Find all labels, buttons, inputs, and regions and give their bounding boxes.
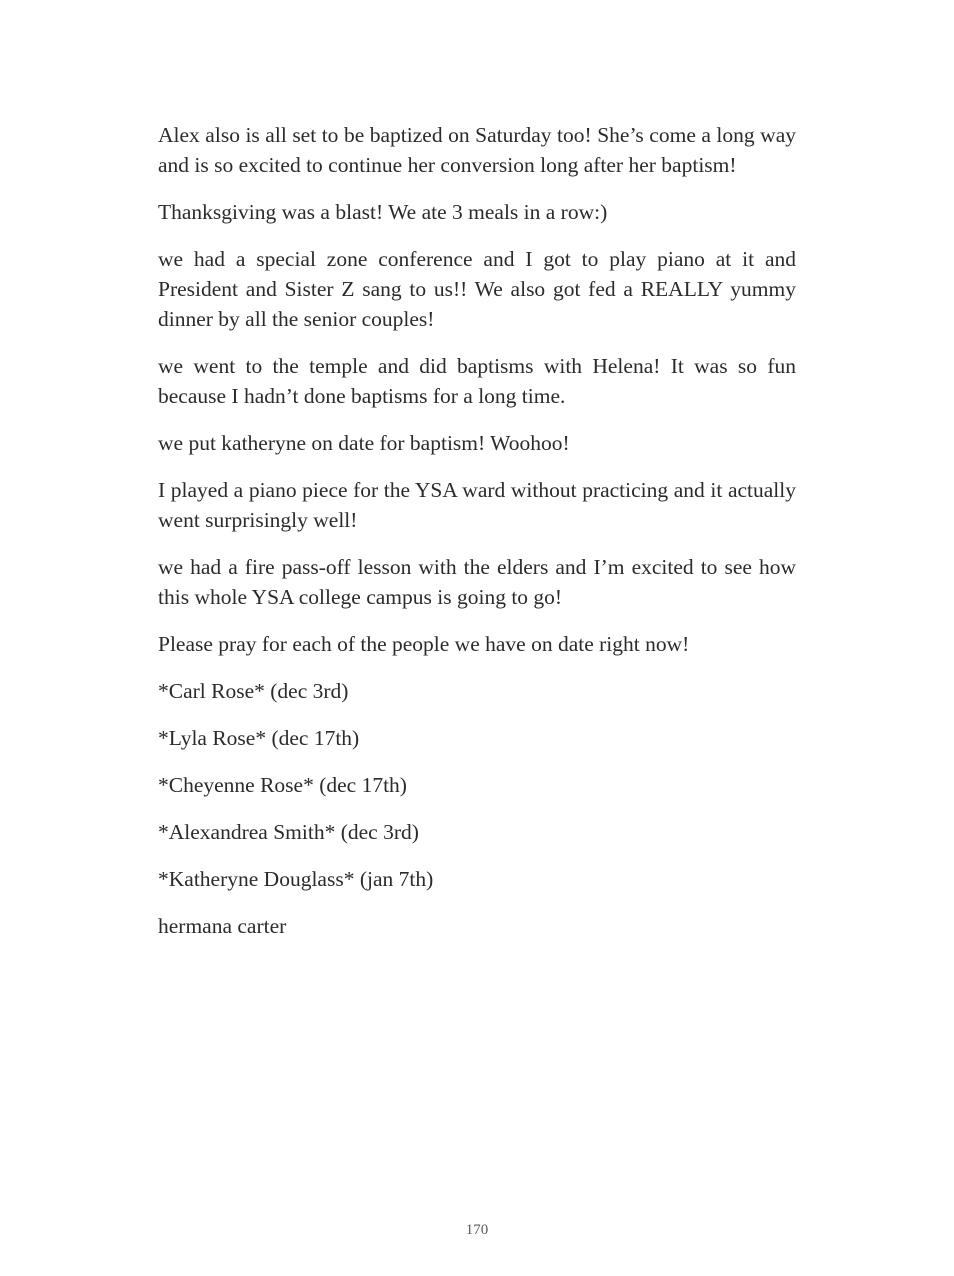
date-list-item: *Katheryne Douglass* (jan 7th)	[158, 867, 434, 891]
date-list-item: *Carl Rose* (dec 3rd)	[158, 679, 349, 703]
paragraph: Please pray for each of the people we have on date right now!	[158, 632, 690, 656]
paragraph: we put katheryne on date for baptism! Woohoo!	[158, 431, 570, 455]
date-list-item: *Alexandrea Smith* (dec 3rd)	[158, 820, 419, 844]
date-list-item: *Lyla Rose* (dec 17th)	[158, 726, 360, 750]
paragraph: we had a fire pass-off lesson with the elders and I’m excited to see how this whole YSA college campus is going to go!	[158, 555, 796, 609]
paragraph: we had a special zone conference and I got to play piano at it and President and Sister Z sang to us!! We also got fed a REALLY yummy dinner by all the senior couples!	[158, 247, 796, 331]
paragraph: we went to the temple and did baptisms with Helena! It was so fun because I hadn’t done baptisms for a long time.	[158, 354, 796, 408]
paragraph: Thanksgiving was a blast! We ate 3 meals in a row:)	[158, 200, 608, 224]
body-text	[158, 120, 796, 958]
paragraph: Alex also is all set to be baptized on Saturday too! She’s come a long way and is so excited to continue her conversion long after her baptism!	[158, 123, 796, 177]
page-number: 170	[465, 1222, 489, 1238]
paragraph: I played a piano piece for the YSA ward without practicing and it actually went surprisingly well!	[158, 478, 796, 532]
date-list-item: *Cheyenne Rose* (dec 17th)	[158, 773, 407, 797]
signature-line: hermana carter	[158, 914, 287, 938]
